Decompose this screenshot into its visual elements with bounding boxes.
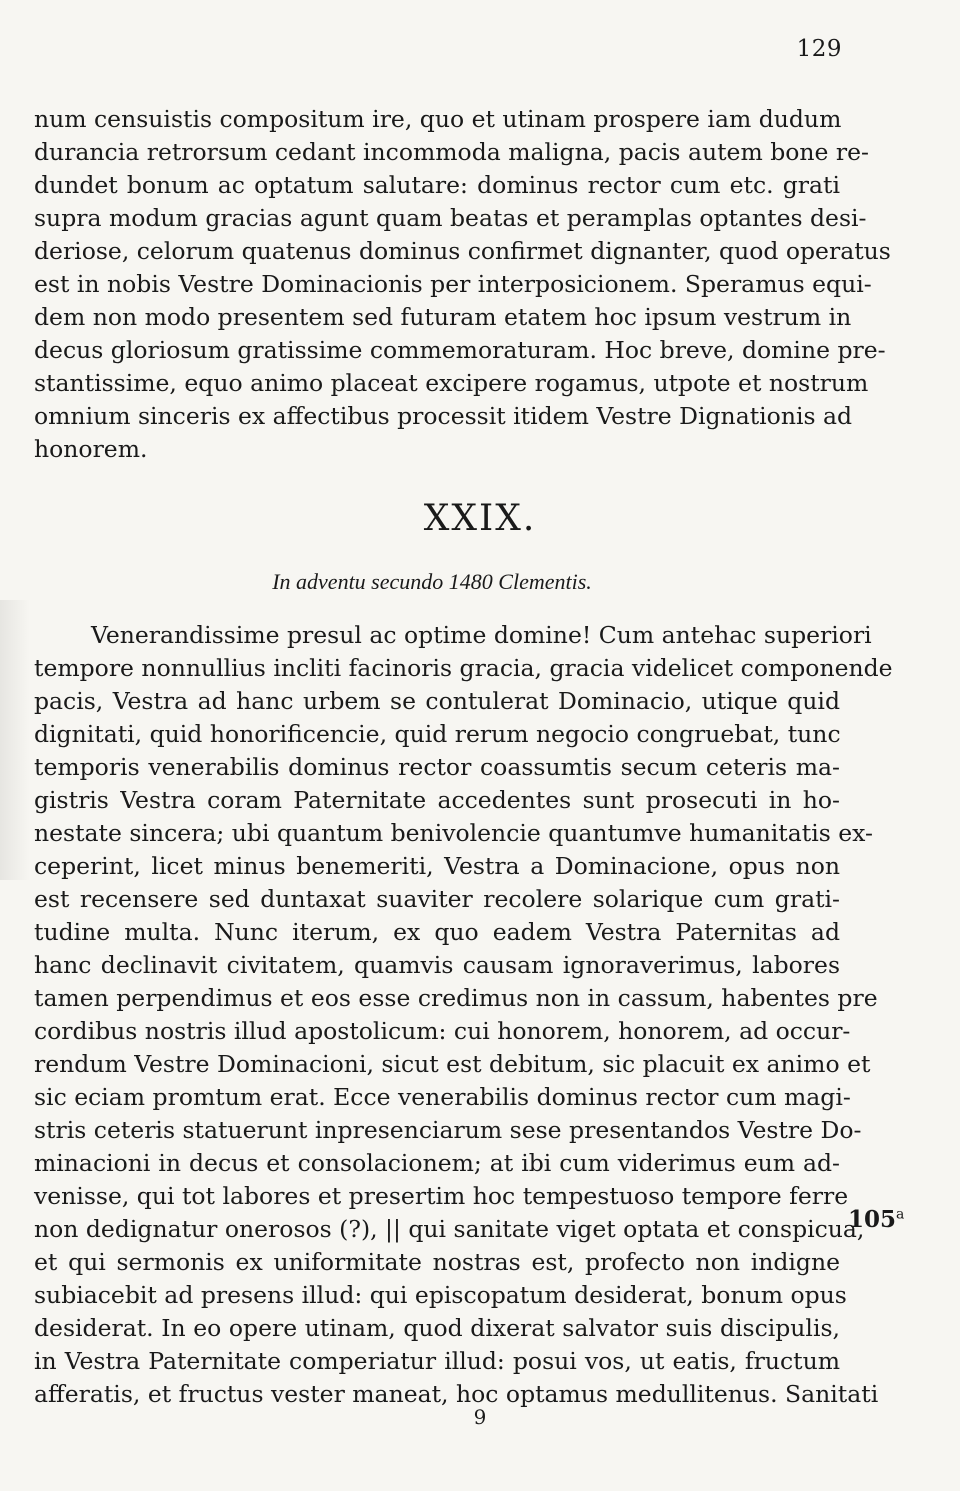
text-line: cordibus nostris illud apostolicum: cui honorem, honorem, ad occur- [34, 1017, 851, 1045]
text-line: venisse, qui tot labores et presertim hoc tempestuoso tempore ferre [34, 1182, 849, 1210]
text-line: dem non modo presentem sed futuram etatem hoc ipsum vestrum in [34, 303, 852, 331]
text-line: tempore nonnullius incliti facinoris gracia, gracia videlicet componende [34, 654, 893, 682]
text-line: afferatis, et fructus vester maneat, hoc optamus medullitenus. Sanitati [34, 1380, 879, 1408]
text-line: hanc declinavit civitatem, quamvis causam ignoraverimus, labores [34, 951, 840, 979]
text-line: honorem. [34, 435, 148, 463]
text-line: stantissime, equo animo placeat excipere rogamus, utpote et nostrum [34, 369, 869, 397]
text-line: supra modum gracias agunt quam beatas et peramplas optantes desi- [34, 204, 867, 232]
text-line: minacioni in decus et consolacionem; at ibi cum viderimus eum ad- [34, 1149, 840, 1177]
text-line: num censuistis compositum ire, quo et utinam prospere iam dudum [34, 105, 842, 133]
text-line: est in nobis Vestre Dominacionis per interposicionem. Speramus equi- [34, 270, 872, 298]
text-line: gistris Vestra coram Paternitate accedentes sunt prosecuti in ho- [34, 786, 840, 814]
text-line: pacis, Vestra ad hanc urbem se contulerat Dominacio, utique quid [34, 687, 840, 715]
manuscript-folio-note [848, 1206, 904, 1233]
paragraph-continuation [34, 103, 891, 466]
text-line: rendum Vestre Dominacioni, sicut est debitum, sic placuit ex animo et [34, 1050, 871, 1078]
section-title: XXIX. [423, 498, 537, 539]
text-line: et qui sermonis ex uniformitate nostras est, profecto non indigne [34, 1248, 840, 1276]
text-line: temporis venerabilis dominus rector coassumtis secum ceteris ma- [34, 753, 840, 781]
text-line: tamen perpendimus et eos esse credimus non in cassum, habentes pre [34, 984, 878, 1012]
text-line: non dedignatur onerosos (?), || qui sanitate viget optata et conspicua, [34, 1215, 865, 1243]
signature-mark: 9 [473, 1405, 487, 1429]
folio-number: 105 [848, 1206, 897, 1233]
text-line: nestate sincera; ubi quantum benivolencie quantumve humanitatis ex- [34, 819, 873, 847]
text-line: Venerandissime presul ac optime domine! Cum antehac superiori [91, 621, 872, 649]
text-line: sic eciam promtum erat. Ecce venerabilis dominus rector cum magi- [34, 1083, 851, 1111]
text-line: desiderat. In eo opere utinam, quod dixerat salvator suis discipulis, [34, 1314, 840, 1342]
page-number: 129 [796, 36, 842, 62]
text-line: omnium sinceris ex affectibus processit itidem Vestre Dignationis ad [34, 402, 853, 430]
section-subtitle: In adventu secundo 1480 Clementis. [272, 569, 592, 594]
text-line: tudine multa. Nunc iterum, ex quo eadem Vestra Paternitas ad [34, 918, 840, 946]
text-line: subiacebit ad presens illud: qui episcopatum desiderat, bonum opus [34, 1281, 847, 1309]
text-line: in Vestra Paternitate comperiatur illud: posui vos, ut eatis, fructum [34, 1347, 840, 1375]
text-line: deriose, celorum quatenus dominus confirmet dignanter, quod operatus [34, 237, 891, 265]
page-fold-shadow [0, 600, 30, 880]
text-line: decus gloriosum gratissime commemoraturam. Hoc breve, domine pre- [34, 336, 886, 364]
folio-suffix: a [896, 1206, 905, 1223]
text-line: durancia retrorsum cedant incommoda maligna, pacis autem bone re- [34, 138, 869, 166]
text-line: dundet bonum ac optatum salutare: dominus rector cum etc. grati [34, 171, 840, 199]
text-line: ceperint, licet minus benemeriti, Vestra a Dominacione, opus non [34, 852, 840, 880]
text-line: est recensere sed duntaxat suaviter recolere solarique cum grati- [34, 885, 840, 913]
text-line: dignitati, quid honorificencie, quid rerum negocio congruebat, tunc [34, 720, 841, 748]
text-line: stris ceteris statuerunt inpresenciarum sese presentandos Vestre Do- [34, 1116, 862, 1144]
